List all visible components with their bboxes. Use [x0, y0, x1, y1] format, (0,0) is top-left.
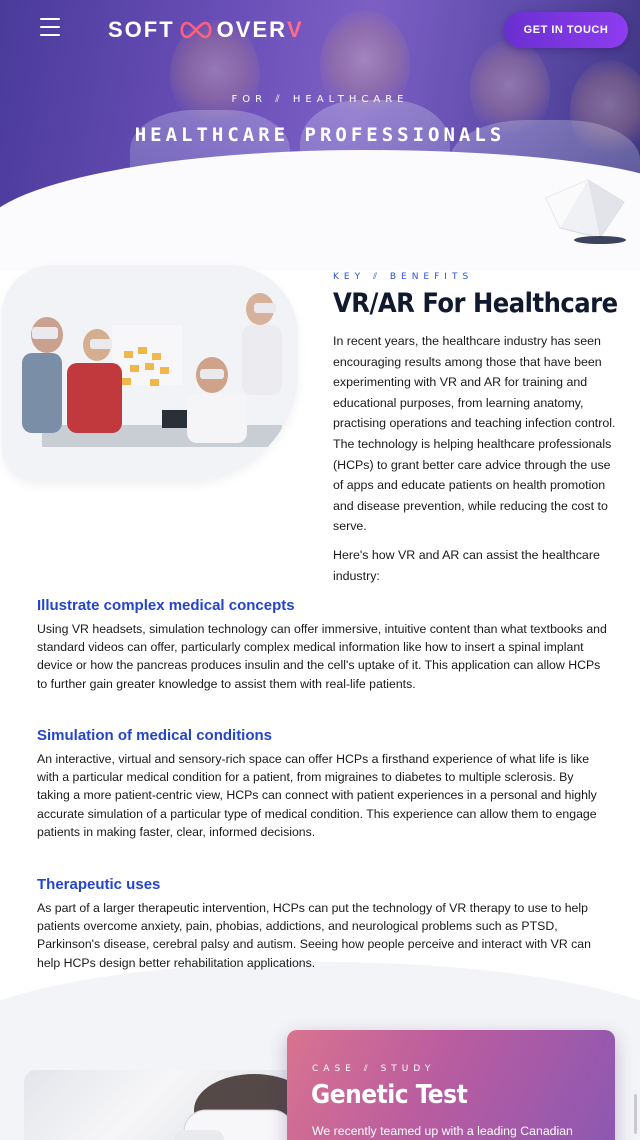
double-slash-icon: ⫽ [363, 1064, 381, 1074]
brand-logo[interactable] [108, 17, 304, 43]
logo-text-v: V [287, 17, 304, 42]
hero-eyebrow [0, 94, 640, 105]
case-study-eyebrow [312, 1064, 435, 1074]
section-heading: Therapeutic uses [37, 876, 161, 893]
hero-eyebrow-left: FOR [231, 94, 268, 105]
section-simulation [37, 727, 607, 841]
page-title: HEALTHCARE PROFESSIONALS [134, 124, 506, 146]
decorative-3d-shape [540, 176, 632, 246]
cs-eyebrow-right: STUDY [380, 1064, 436, 1074]
get-in-touch-button[interactable]: GET IN TOUCH [504, 12, 628, 48]
case-study-text: We recently teamed up with a leading Canadian [312, 1124, 573, 1138]
double-slash-icon: ⫽ [372, 272, 390, 282]
section-body: Using VR headsets, simulation technology can offer immersive, intuitive content than what textbooks and standard videos can offer, particularly complex medical information like how to insert a spinal implant device or how the pancreas produces insulin and the cell's uptake of it. This application can allow HCPs to further gain greater knowledge to assist them with real-life patients. [37, 622, 607, 691]
section-heading: Simulation of medical conditions [37, 727, 273, 744]
hero-eyebrow-right: HEALTHCARE [292, 94, 409, 105]
logo-text-soft: SOFT [108, 17, 175, 42]
section-body: An interactive, virtual and sensory-rich space can offer HCPs a firsthand experience of what life is like with a particular medical condition for a patient, from migraines to diabetes to multiple sclerosis. By taking a more patient-centric view, HCPs can connect with patient experiences in a personal and highly accurate simulation of a particular type of medical condition. This experience can allow them to engage patients in making faster, clear, informed decisions. [37, 752, 597, 839]
vr-team-photo [2, 265, 298, 481]
double-slash-icon: ⫽ [275, 94, 293, 105]
case-study-photo [24, 1070, 324, 1140]
kb-eyebrow-right: BENEFITS [389, 272, 474, 282]
cs-eyebrow-left: CASE [312, 1064, 356, 1074]
section-therapeutic [37, 876, 607, 972]
section-heading: Illustrate complex medical concepts [37, 597, 295, 614]
key-benefits-eyebrow [333, 272, 473, 282]
vr-team-illustration [2, 265, 298, 481]
menu-icon[interactable] [40, 18, 60, 36]
scrollbar[interactable] [634, 1094, 637, 1134]
key-benefits-title: VR/AR For Healthcare [333, 288, 618, 319]
key-benefits-body [333, 331, 623, 586]
infinity-logo-icon [177, 20, 215, 40]
vr-headset-illustration [24, 1070, 324, 1140]
case-study-title: Genetic Test [311, 1080, 468, 1110]
logo-text-over: OVER [216, 17, 288, 42]
kb-eyebrow-left: KEY [333, 272, 366, 282]
section-illustrate-concepts [37, 597, 607, 693]
key-benefits-paragraph: Here's how VR and AR can assist the healthcare industry: [333, 547, 600, 583]
key-benefits-paragraph: In recent years, the healthcare industry has seen encouraging results among those that have been experimenting with VR and AR for training and educational purposes, from learning anatomy, practising operations and teaching infection control. The technology is helping healthcare professionals (HCPs) to grant better care advice through the use of apps and educate patients on health promotion and disease prevention, while reducing the cost to serve. [333, 334, 616, 534]
section-body: As part of a larger therapeutic intervention, HCPs can put the technology of VR therapy to use to help patients overcome anxiety, pain, phobias, addictions, and neurological problems such as PTSD, Parkinson's disease, cerebral palsy and autism. Seeing how people perceive and interact with VR can help HCPs design better rehabilitation applications. [37, 901, 591, 970]
